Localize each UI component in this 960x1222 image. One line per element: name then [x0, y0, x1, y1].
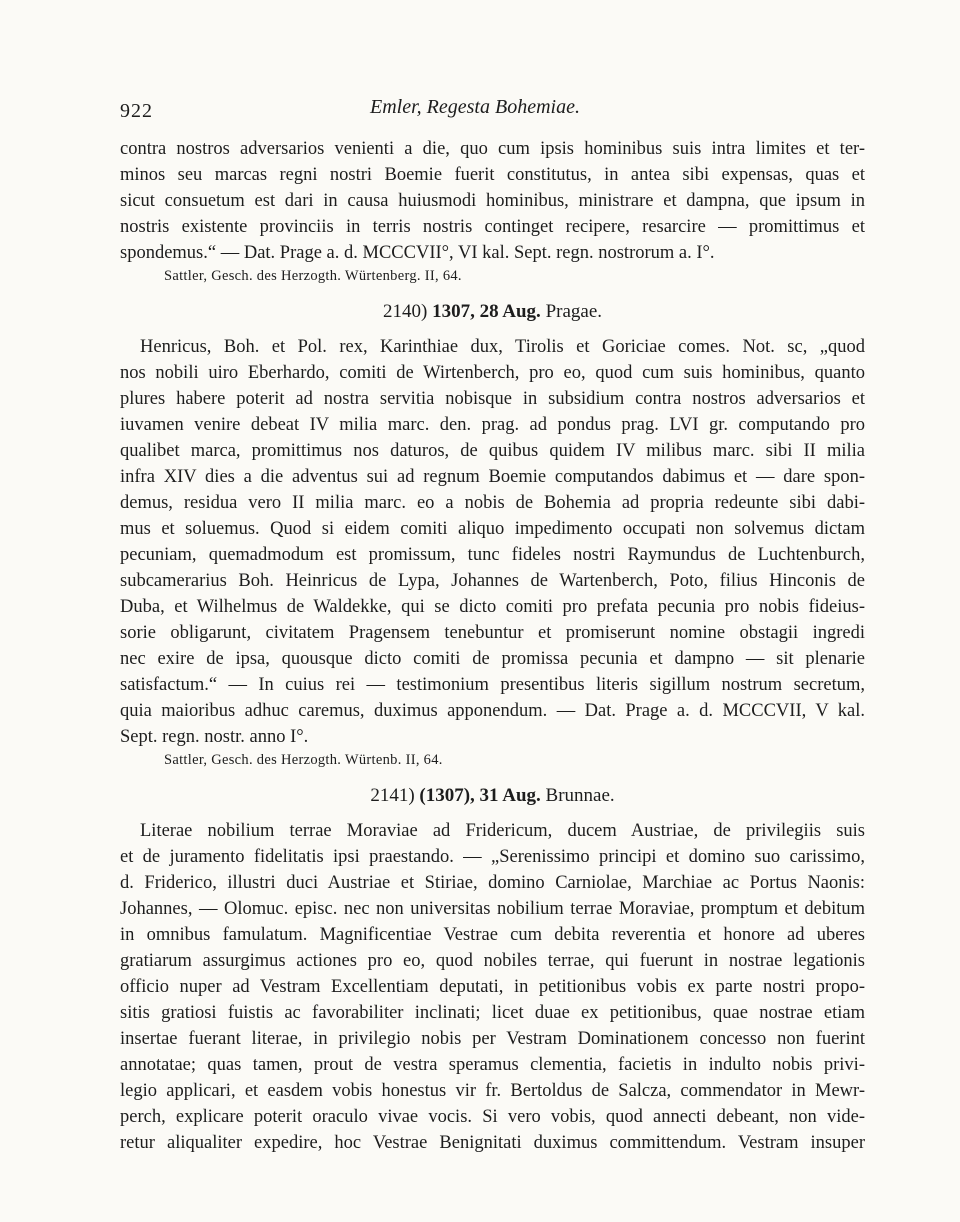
running-title: Emler, Regesta Bohemiae. — [370, 96, 580, 118]
text-line: in omnibus famulatum. Magnificentiae Vestrae cum debita reverentia et honore ad uberes — [120, 925, 865, 945]
text-line: perch, explicare poterit oraculo vivae vocis. Si vero vobis, quod annecti debeant, non vide- — [120, 1107, 865, 1127]
page-header — [120, 96, 865, 130]
entry-place: Pragae. — [545, 301, 603, 322]
source-citation: Sattler, Gesch. des Herzogth. Würtenb. II, 64. — [164, 752, 443, 768]
text-line: quia maioribus adhuc caremus, duximus apponendum. — Dat. Prage a. d. MCCCVII, V kal. — [120, 701, 865, 721]
text-line: plures habere poterit ad nostra servitia nobisque in subsidium contra nostros adversarios et — [120, 389, 865, 409]
text-line: sorie obligarunt, civitatem Pragensem tenebuntur et promiserunt nomine obstagii ingredi — [120, 623, 865, 643]
entry-place: Brunnae. — [545, 785, 615, 806]
text-line: infra XIV dies a die adventus sui ad regnum Boemie computandos dabimus et — dare spon- — [120, 467, 865, 487]
text-line: sicut consuetum est dari in causa huiusmodi hominibus, ministrare et dampna, que ipsum in — [120, 191, 865, 211]
intro-text — [120, 136, 865, 288]
entry-heading — [120, 296, 865, 328]
source-citation: Sattler, Gesch. des Herzogth. Würtenberg. II, 64. — [164, 268, 462, 284]
text-line: insertae fuerant literae, in privilegio nobis per Vestram Dominationem concesso non fuerint — [120, 1029, 865, 1049]
text-line: Literae nobilium terrae Moraviae ad Fridericum, ducem Austriae, de privilegiis suis — [140, 821, 865, 841]
text-line: gratiarum assurgimus actiones pro eo, quod nobiles terrae, qui fuerunt in nostrae legationis — [120, 951, 865, 971]
document-page — [120, 96, 865, 1156]
entry-2140 — [120, 296, 865, 772]
text-line: pecuniam, quemadmodum est promissum, tunc fideles nostri Raymundus de Luchtenburch, — [120, 545, 865, 565]
entry-date: 1307, 28 Aug. — [432, 301, 541, 322]
text-line: officio nuper ad Vestram Excellentiam deputati, in petitionibus vobis ex parte nostri propo- — [120, 977, 865, 997]
text-line: Sept. regn. nostr. anno I°. — [120, 727, 309, 747]
page-number: 922 — [120, 100, 153, 122]
text-line: qualibet marca, promittimus nos daturos, de quibus quidem IV milibus marc. sibi II milia — [120, 441, 865, 461]
text-line: sitis gratiosi fuistis ac favorabiliter inclinati; licet duae ex petitionibus, quae nostrae etiam — [120, 1003, 865, 1023]
text-line: spondemus.“ — Dat. Prage a. d. MCCCVII°, VI kal. Sept. regn. nostrorum a. I°. — [120, 243, 715, 263]
text-line: subcamerarius Boh. Heinricus de Lypa, Johannes de Wartenberch, Poto, filius Hinconis de — [120, 571, 865, 591]
text-line: et de juramento fidelitatis ipsi praestando. — „Serenissimo principi et domino suo carissimo, — [120, 847, 865, 867]
text-line: minos seu marcas regni nostri Boemie fuerit constitutus, in antea sibi expensas, quas et — [120, 165, 865, 185]
entry-2141 — [120, 780, 865, 1156]
entry-heading — [120, 780, 865, 812]
entry-number: 2141) — [370, 785, 415, 806]
text-line: iuvamen venire debeat IV milia marc. den. prag. ad pondus prag. LVI gr. computando pro — [120, 415, 865, 435]
text-line: nos nobili uiro Eberhardo, comiti de Wirtenberch, pro eo, quod cum suis hominibus, quanto — [120, 363, 865, 383]
text-line: d. Friderico, illustri duci Austriae et Stiriae, domino Carniolae, Marchiae ac Portus Naonis: — [120, 873, 865, 893]
text-line: Duba, et Wilhelmus de Waldekke, qui se dicto comiti pro prefata pecunia pro nobis fideius- — [120, 597, 865, 617]
entry-number: 2140) — [382, 301, 428, 322]
text-line: retur aliqualiter expedire, hoc Vestrae Benignitati duximus committendum. Vestram insuper — [120, 1133, 865, 1153]
text-line: nec exire de ipsa, quousque dicto comiti de promissa pecunia et dampno — sit plenarie — [120, 649, 865, 669]
entry-date: (1307), 31 Aug. — [419, 785, 541, 806]
text-line: legio applicari, et easdem vobis honestus vir fr. Bertoldus de Salcza, commendator in Mewr- — [120, 1081, 865, 1101]
text-line: nostris existente provinciis in terris nostris continget recipere, resarcire — promittimus et — [120, 217, 865, 237]
text-line: annotatae; quas tamen, prout de vestra speramus clementia, facietis in indulto nobis privi- — [120, 1055, 865, 1075]
text-line: Henricus, Boh. et Pol. rex, Karinthiae dux, Tirolis et Goriciae comes. Not. sc, „quod — [140, 337, 865, 357]
text-line: Johannes, — Olomuc. episc. nec non universitas nobilium terrae Moraviae, promptum et debitum — [120, 899, 865, 919]
text-line: mus et soluemus. Quod si eidem comiti aliquo impedimento occupati non solvemus dictam — [120, 519, 865, 539]
text-line: contra nostros adversarios venienti a die, quo cum ipsis hominibus suis intra limites et ter- — [120, 139, 865, 159]
text-line: satisfactum.“ — In cuius rei — testimonium presentibus literis sigillum nostrum secretum, — [120, 675, 865, 695]
text-line: demus, residua vero II milia marc. eo a nobis de Bohemia ad propria redeunte sibi dabi- — [120, 493, 865, 513]
